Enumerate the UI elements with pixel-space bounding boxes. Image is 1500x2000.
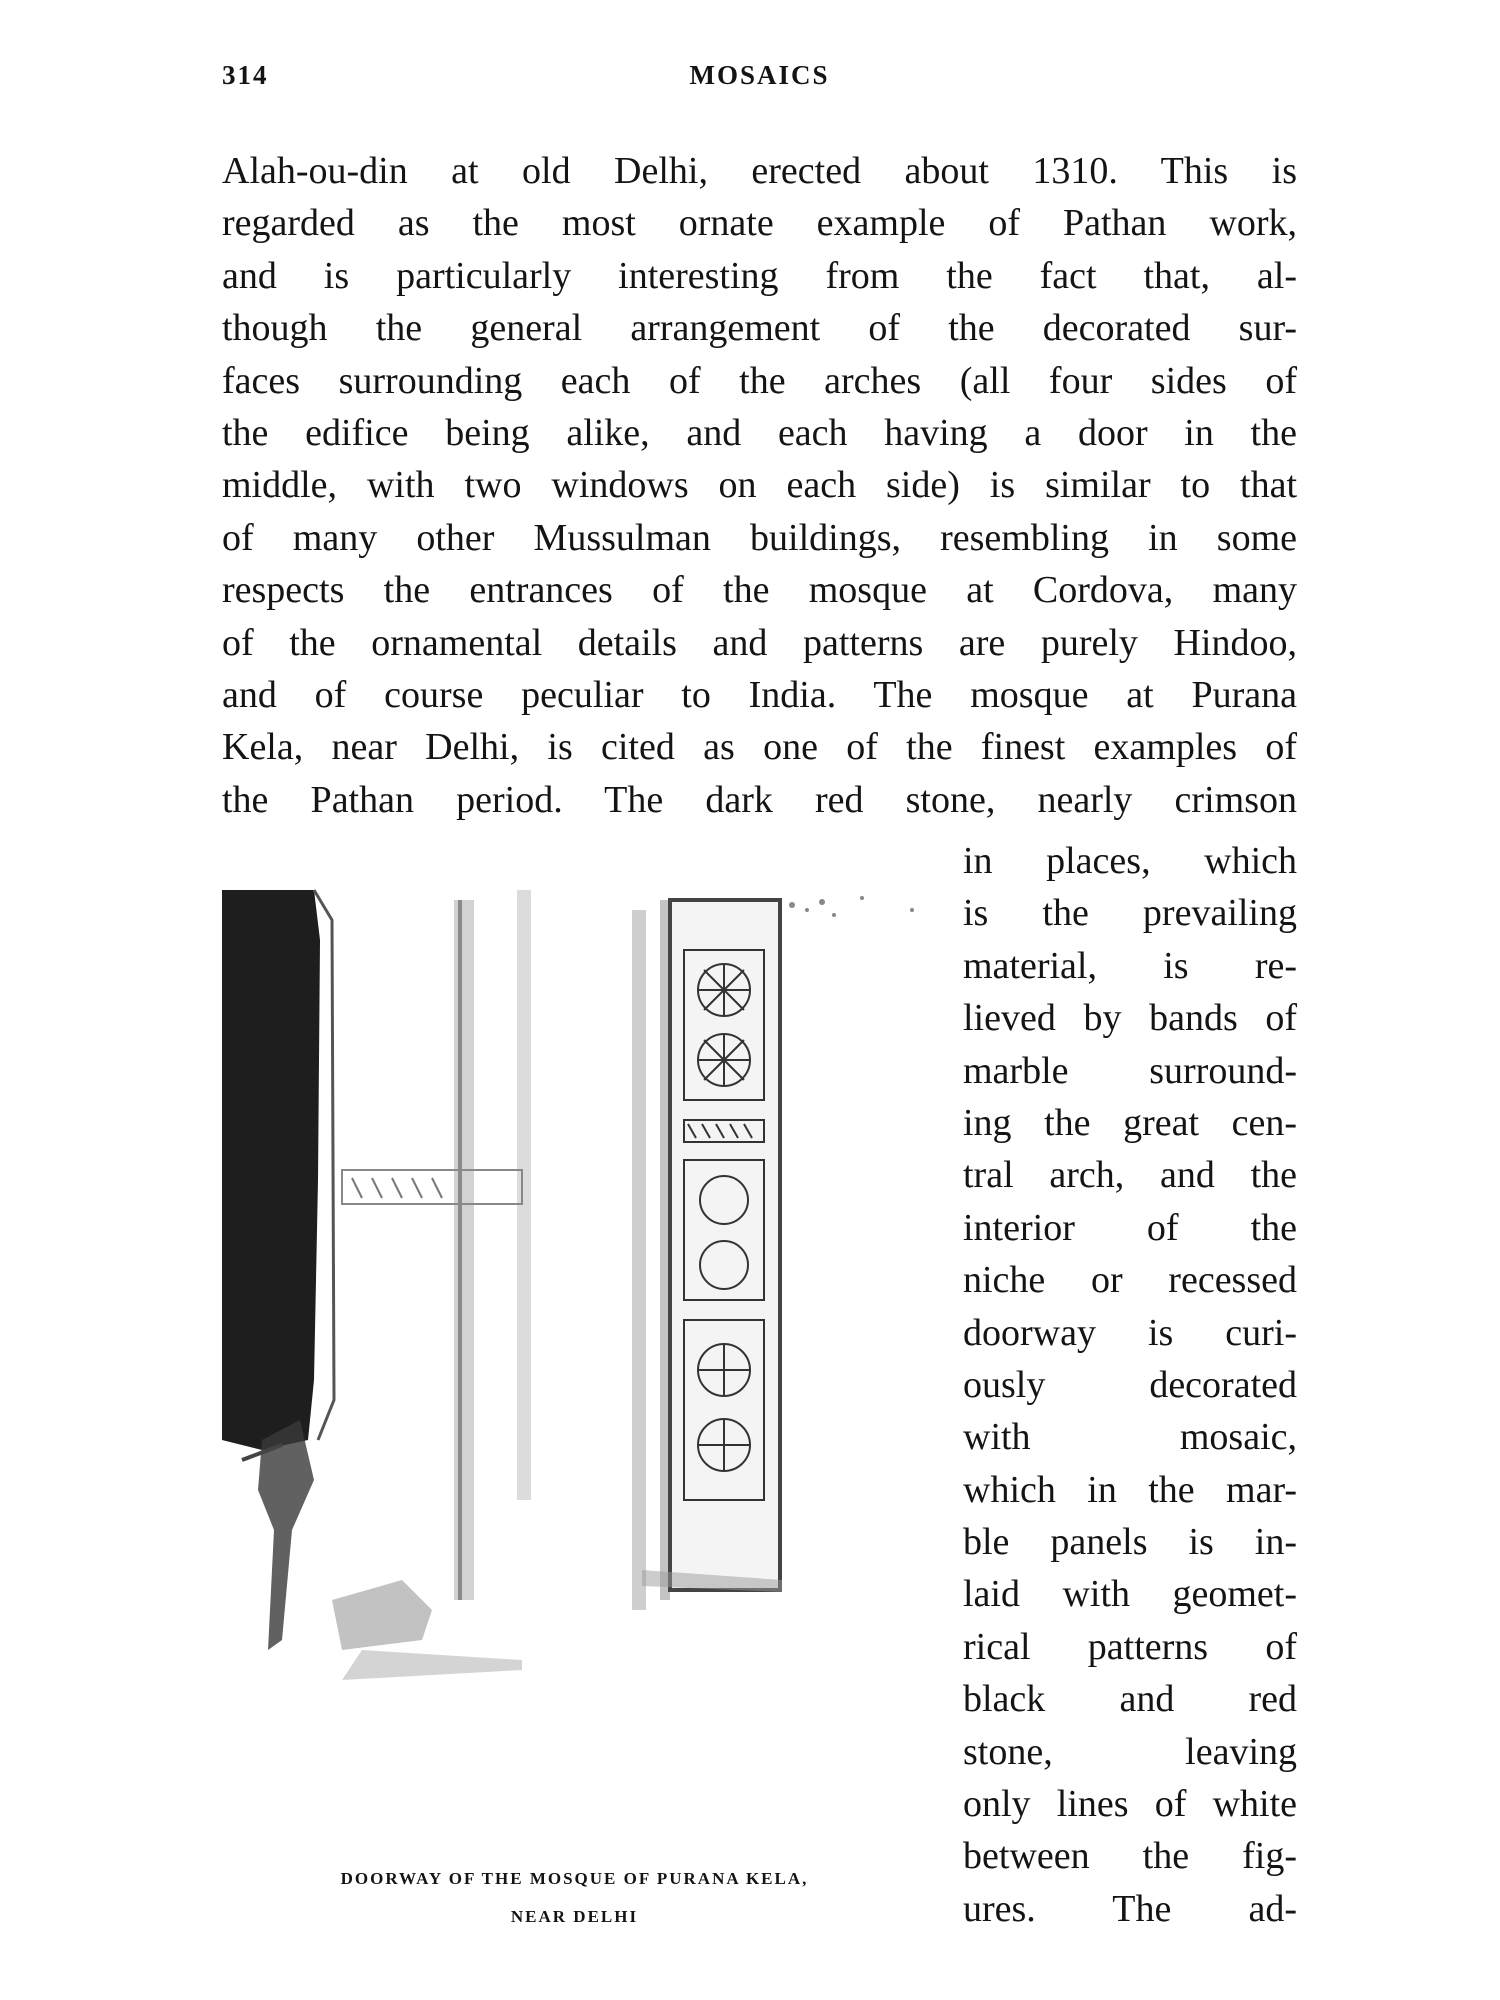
text-line: marble surround- <box>963 1049 1297 1092</box>
caption-line: NEAR DELHI <box>510 1907 639 1926</box>
text-line: interior of the <box>963 1206 1297 1249</box>
text-line: the Pathan period. The dark red stone, nearly crimson <box>222 778 1297 821</box>
page-number: 314 <box>222 60 269 90</box>
running-head <box>222 60 1297 100</box>
text-line: doorway is curi- <box>963 1311 1297 1354</box>
text-line: and of course peculiar to India. The mosque at Purana <box>222 673 1297 716</box>
text-line: rical patterns of <box>963 1625 1297 1668</box>
text-line: Kela, near Delhi, is cited as one of the finest examples of <box>222 726 1297 769</box>
text-line: which in the mar- <box>963 1468 1297 1511</box>
text-line: between the fig- <box>963 1835 1297 1878</box>
text-line: faces surrounding each of the arches (all four sides of <box>222 359 1297 402</box>
text-line: with mosaic, <box>963 1416 1297 1459</box>
text-line: ously decorated <box>963 1363 1297 1406</box>
text-line: laid with geomet- <box>963 1573 1297 1616</box>
text-line: middle, with two windows on each side) is similar to that <box>222 464 1297 507</box>
text-line: ures. The ad- <box>963 1887 1297 1930</box>
text-line: tral arch, and the <box>963 1154 1297 1197</box>
text-line: material, is re- <box>963 944 1297 987</box>
text-line: niche or recessed <box>963 1259 1297 1302</box>
text-line: stone, leaving <box>963 1730 1297 1773</box>
text-line: only lines of white <box>963 1783 1297 1826</box>
doorway-engraving <box>222 880 927 1765</box>
text-line: and is particularly interesting from the fact that, al- <box>222 254 1297 297</box>
body-paragraph <box>222 145 1297 826</box>
text-line: lieved by bands of <box>963 997 1297 1040</box>
text-line: black and red <box>963 1678 1297 1721</box>
text-line: of the ornamental details and patterns are purely Hindoo, <box>222 621 1297 664</box>
section-title: MOSAICS <box>689 60 830 90</box>
side-column-text <box>963 835 1297 1935</box>
text-line: respects the entrances of the mosque at Cordova, many <box>222 569 1297 612</box>
text-line: though the general arrangement of the decorated sur- <box>222 307 1297 350</box>
figure-caption <box>222 1860 927 1936</box>
text-line: Alah-ou-din at old Delhi, erected about 1310. This is <box>222 150 1297 192</box>
text-line: of many other Mussulman buildings, resembling in some <box>222 516 1297 559</box>
text-line: ble panels is in- <box>963 1521 1297 1564</box>
text-line: ing the great cen- <box>963 1101 1297 1144</box>
doorway-illustration <box>222 880 927 1765</box>
text-line: is the prevailing <box>963 892 1297 935</box>
caption-line: DOORWAY OF THE MOSQUE OF PURANA KELA, <box>340 1869 809 1888</box>
text-line: in places, which <box>963 840 1297 882</box>
text-line: regarded as the most ornate example of Pathan work, <box>222 202 1297 245</box>
text-line: the edifice being alike, and each having a door in the <box>222 411 1297 454</box>
